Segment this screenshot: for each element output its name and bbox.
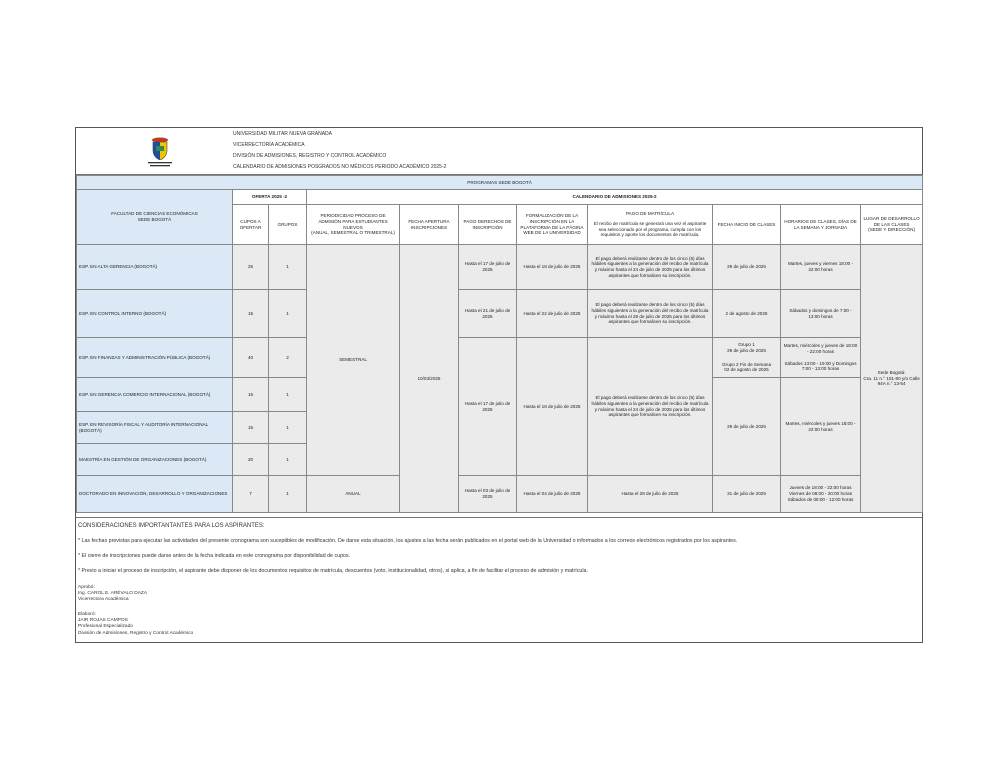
table-row (77, 245, 923, 290)
program-cupos: 15 (233, 290, 269, 338)
program-grupos: 2 (269, 338, 307, 378)
pago-matricula: El pago deberá realizarse dentro de los cinco (5) días hábiles siguientes a la generación del recibo de matrícula y máximo hasta el 24 de julio de 2025 para los últimos aspirantes que formalicen su inscripción. (588, 338, 713, 476)
lugar-clases: Sede Bogotá: Cra. 11 n.° 101-80 y/o Calle 94A n.° 13-54 (861, 245, 923, 513)
program-cupos: 15 (233, 412, 269, 444)
program-cupos: 7 (233, 476, 269, 513)
header-calendar-title: CALENDARIO DE ADMISIONES POSGRADOS NO MÉDICOS PERIODO ACADÉMICO 2025-2 (233, 164, 447, 170)
program-grupos: 1 (269, 444, 307, 476)
col-cupos: CUPOS A OFERTAR (233, 205, 269, 245)
horario: Jueves de 18:00 - 22:00 horas Viernes de 08:00 - 20:00 horas Sábados de 08:00 - 12:00 horas (781, 476, 861, 513)
horario-finanzas-fin-semana: Sábados 13:00 - 19:00 y Domingos 7:00 - 13:00 horas (784, 360, 857, 372)
inicio-clases: 31 de julio de 2025 (713, 476, 781, 513)
col-periodicidad: PERIODICIDAD PROCESO DE ADMISIÓN PARA ESTUDIANTES NUEVOS (ANUAL, SEMESTRAL O TRIMESTRAL) (307, 205, 400, 245)
inicio-grupo-1: Grupo 1 29 de julio de 2025 (727, 342, 766, 353)
apertura-fecha: 10/03/2025 (400, 245, 459, 513)
table-row (77, 338, 923, 378)
col-pago-matricula (588, 205, 713, 245)
considerations-title: CONSIDERACIONES IMPORTANTANTES PARA LOS ASPIRANTES: (78, 523, 265, 529)
pago-derechos: Hasta el 17 de julio de 2025 (459, 245, 517, 290)
program-cupos: 20 (233, 444, 269, 476)
inicio-grupo-2: Grupo 2 Fin de Semana 02 de agosto de 2025 (721, 361, 772, 373)
header-division: DIVISIÓN DE ADMISIONES, REGISTRO Y CONTROL ACADÉMICO (233, 153, 387, 159)
consideration-item: * El cierre de inscripciones puede darse antes de la fecha indicada en este cronograma por disponibilidad de cupos. (78, 553, 351, 559)
program-name: ESP. EN FINANZAS Y ADMINISTRACIÓN PÚBLICA (BOGOTÁ) (77, 338, 233, 378)
consideration-item: * Previo a iniciar el proceso de inscripción, el aspirante debe disponer de los documentos requisitos de matrícula, descuentos (voto, institucionalidad, otros), si aplica, a fin de facilitar el proceso de admisión y matrícula. (78, 568, 588, 574)
table-row (77, 476, 923, 513)
elaboro-label: Elaboró: (78, 612, 96, 617)
formalizacion: Hasta el 18 de julio de 2025 (517, 338, 588, 476)
admissions-calendar-sheet (75, 127, 923, 643)
program-grupos: 1 (269, 476, 307, 513)
inicio-clases: 29 de julio de 2025 (713, 378, 781, 476)
faculty-header: FACULTAD DE CIENCIAS ECONÓMICAS SEDE BOGOTÁ (77, 190, 233, 245)
horario: Sábados y domingos de 7:00 - 13:00 horas (781, 290, 861, 338)
col-pago-matricula-detail: El recibo de matrícula se generará una vez el aspirante sea seleccionado por el programa, cumpla con los requisitos y aporte los documentos de matrícula. (593, 220, 707, 238)
inicio-clases-finanzas (713, 338, 781, 378)
university-shield-logo (144, 136, 176, 170)
periodicidad-semestral: SEMESTRAL (307, 245, 400, 476)
table-row (77, 290, 923, 338)
col-grupos: GRUPOS (269, 205, 307, 245)
pago-matricula: El pago deberá realizarse dentro de los cinco (5) días hábiles siguientes a la generación del recibo de matrícula y máximo hasta el 28 de julio de 2025 para los últimos aspirantes que formalicen su inscripción. (588, 290, 713, 338)
header-university: UNIVERSIDAD MILITAR NUEVA GRANADA (233, 131, 332, 137)
periodicidad-anual: ANUAL (307, 476, 400, 513)
document-header (76, 128, 922, 175)
formalizacion: Hasta el 04 de julio de 2025 (517, 476, 588, 513)
calendario-header: CALENDARIO DE ADMISIONES 2025-2 (307, 190, 923, 205)
program-name: MAESTRÍA EN GESTIÓN DE ORGANIZACIONES (BOGOTÁ) (77, 444, 233, 476)
program-cupos: 25 (233, 245, 269, 290)
formalizacion: Hasta el 18 de julio de 2025 (517, 245, 588, 290)
elaboro-division: División de Admisiones, Registro y Control Académico (78, 630, 194, 636)
aprobo-name: Ing. CAROL E. ARÉVALO DAZA (78, 591, 148, 597)
consideration-item: * Las fechas previstas para ejecutar las actividades del presente cronograma son suceptibles de modificación. De darse esta situación, los ajustes a las fecha serán publicados en el portal web de la Universidad o informados a los correos electrónicos registrados por los aspirantes. (78, 538, 738, 544)
approval-block (78, 585, 147, 604)
program-name: ESP. EN ALTA GERENCIA (BOGOTÁ) (77, 245, 233, 290)
pago-derechos: Hasta el 03 de julio de 2025 (459, 476, 517, 513)
inicio-clases: 2 de agosto de 2025 (713, 290, 781, 338)
program-grupos: 1 (269, 245, 307, 290)
col-pago-derechos: PAGO DERECHOS DE INSCRIPCIÓN (459, 205, 517, 245)
pago-matricula: Hasta el 28 de julio de 2025 (588, 476, 713, 513)
program-grupos: 1 (269, 378, 307, 412)
elaboration-block (78, 612, 193, 637)
col-pago-matricula-title: PAGO DE MATRÍCULA (625, 211, 675, 217)
program-cupos: 15 (233, 378, 269, 412)
program-name: ESP. EN CONTROL INTERNO (BOGOTÁ) (77, 290, 233, 338)
formalizacion: Hasta el 22 de julio de 2025 (517, 290, 588, 338)
col-apertura: FECHA APERTURA INSCRIPCIONES (400, 205, 459, 245)
program-grupos: 1 (269, 412, 307, 444)
pago-derechos: Hasta el 21 de julio de 2025 (459, 290, 517, 338)
considerations-section (76, 517, 922, 644)
col-lugar: LUGAR DE DESARROLLO DE LAS CLASES (SEDE Y DIRECCIÓN) (861, 205, 923, 245)
pago-matricula: El pago deberá realizarse dentro de los cinco (5) días hábiles siguientes a la generación del recibo de matrícula y máximo hasta el 24 de julio de 2025 para los últimos aspirantes que formalicen su inscripción. (588, 245, 713, 290)
horario: Martes, jueves y viernes 18:00 - 22:00 horas (781, 245, 861, 290)
oferta-header: OFERTA 2025 -2 (233, 190, 307, 205)
elaboro-role: Profesional Especializado (78, 624, 133, 630)
program-cupos: 40 (233, 338, 269, 378)
aprobo-label: Aprobó: (78, 585, 95, 590)
col-horarios: HORARIOS DE CLASES, DÍAS DE LA SEMANA Y JORNADA (781, 205, 861, 245)
col-formalizacion: FORMALIZACIÓN DE LA INSCRIPCIÓN EN LA PLATAFORMA DE LA PÁGINA WEB DE LA UNIVERSIDAD (517, 205, 588, 245)
inicio-clases: 29 de julio de 2025 (713, 245, 781, 290)
aprobo-role: Vicerrectora Académica (78, 597, 129, 603)
horario-finanzas (781, 338, 861, 378)
admissions-table (76, 175, 923, 513)
programs-band: PROGRAMAS SEDE BOGOTÁ (77, 176, 923, 190)
horario-finanzas-semana: Martes, miércoles y jueves de 18:00 - 22:00 horas (783, 343, 858, 354)
program-grupos: 1 (269, 290, 307, 338)
program-name: DOCTORADO EN INNOVACIÓN, DESARROLLO Y ORGANIZACIONES (77, 476, 233, 513)
header-vicerrectoria: VICERRECTORÍA ACADÉMICA (233, 142, 305, 148)
elaboro-name: JAIR ROJAS CAMPOS (78, 618, 128, 624)
program-name: ESP. EN GERENCIA COMERCIO INTERNACIONAL (BOGOTÁ) (77, 378, 233, 412)
col-inicio: FECHA INICIO DE CLASES (713, 205, 781, 245)
horario: Martes, miércoles y jueves 18:00 - 22:00 horas (781, 378, 861, 476)
program-name: ESP. EN REVISORÍA FISCAL Y AUDITORÍA INTERNACIONAL (BOGOTÁ) (77, 412, 233, 444)
pago-derechos: Hasta el 17 de julio de 2025 (459, 338, 517, 476)
